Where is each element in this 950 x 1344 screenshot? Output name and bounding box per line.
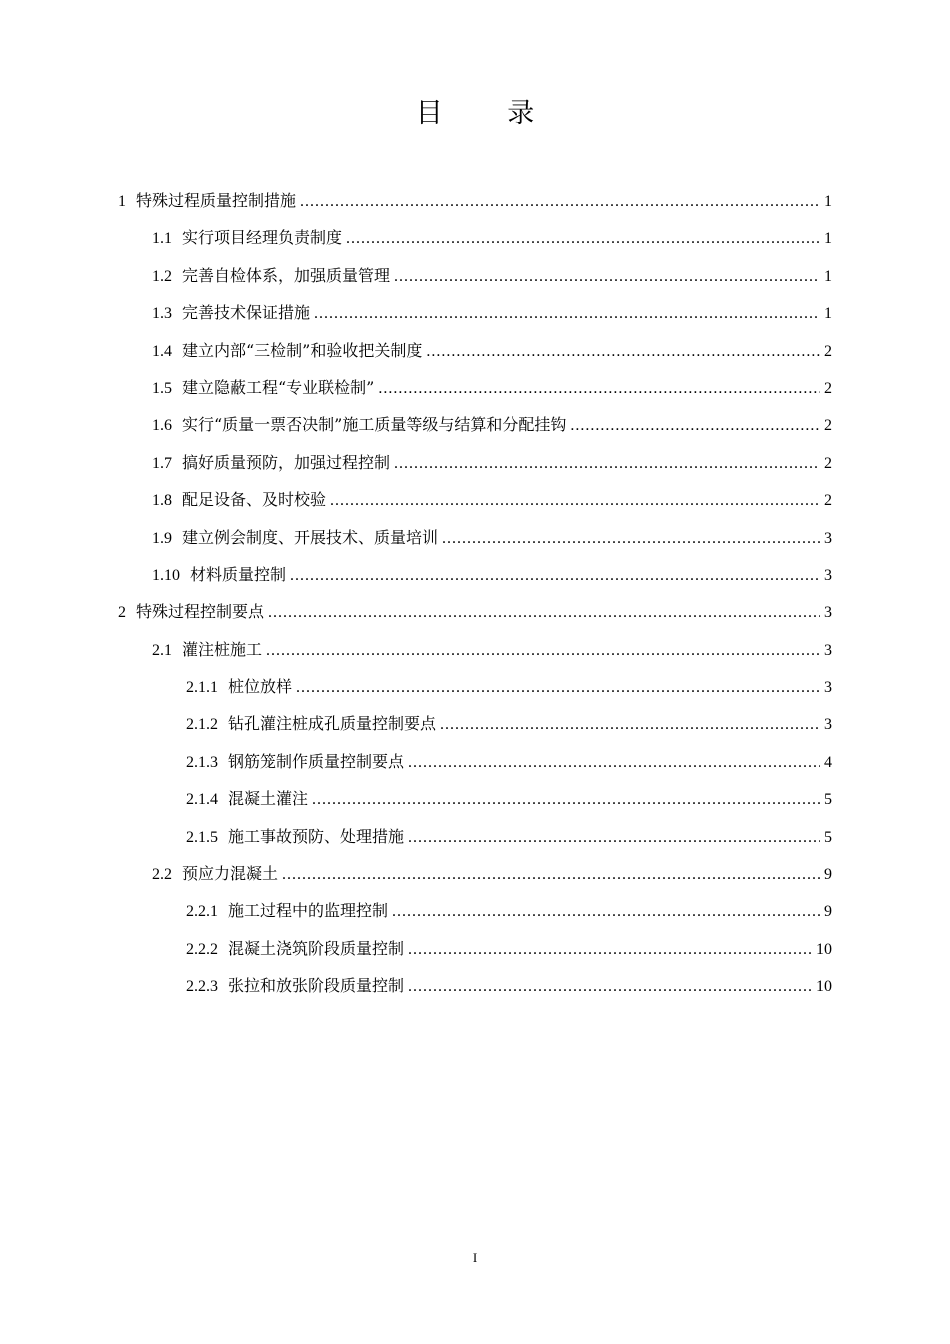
toc-dot-leader (408, 978, 812, 996)
toc-entry-page: 1 (824, 193, 832, 210)
toc-entry-number: 1.2 (152, 267, 172, 285)
toc-entry-title: 张拉和放张阶段质量控制 (228, 976, 405, 996)
toc-entry[interactable] (118, 562, 832, 599)
toc-entry-title: 施工事故预防、处理措施 (228, 826, 405, 846)
toc-entry-number: 1.6 (152, 417, 172, 435)
toc-dot-leader (408, 829, 820, 847)
toc-dot-leader (296, 679, 820, 697)
toc-entry[interactable] (118, 412, 832, 449)
toc-entry-number: 2.2.3 (186, 978, 218, 996)
toc-entry-page: 4 (824, 753, 832, 771)
toc-dot-leader (282, 866, 820, 884)
toc-entry[interactable] (118, 338, 832, 375)
toc-entry-title: 混凝土灌注 (228, 789, 309, 809)
toc-dot-leader (394, 455, 820, 473)
toc-entry-page: 3 (824, 529, 832, 547)
toc-entry-number: 2.1.1 (186, 679, 218, 697)
toc-entry[interactable] (118, 861, 832, 898)
toc-dot-leader (346, 230, 820, 248)
toc-entry[interactable] (118, 711, 832, 748)
toc-entry-number: 1.5 (152, 379, 172, 397)
toc-entry-title: 建立隐蔽工程“专业联检制” (182, 377, 375, 397)
toc-entry-number: 1.8 (152, 492, 172, 510)
toc-entry-number: 1.7 (152, 454, 172, 472)
toc-entry[interactable] (118, 824, 832, 861)
toc-entry-title: 建立例会制度、开展技术、质量培训 (182, 527, 439, 547)
toc-dot-leader (408, 941, 812, 959)
table-of-contents (118, 188, 832, 1011)
toc-dot-leader (330, 492, 820, 510)
toc-entry-page: 2 (824, 379, 832, 397)
toc-entry-page: 9 (824, 866, 832, 884)
toc-dot-leader (426, 343, 820, 361)
toc-entry[interactable] (118, 450, 832, 487)
toc-entry[interactable] (118, 263, 832, 300)
toc-entry[interactable] (118, 973, 832, 1010)
toc-entry-number: 2.1.3 (186, 753, 218, 771)
toc-entry-number: 2.2 (152, 866, 172, 884)
toc-entry-title: 钢筋笼制作质量控制要点 (228, 751, 405, 771)
toc-entry-title: 预应力混凝土 (182, 864, 279, 884)
toc-entry-number: 1.3 (152, 305, 172, 323)
toc-entry-page: 2 (824, 454, 832, 472)
toc-entry-page: 5 (824, 791, 832, 809)
toc-dot-leader (394, 268, 820, 286)
toc-dot-leader (300, 193, 820, 211)
toc-dot-leader (442, 530, 820, 548)
toc-dot-leader (266, 642, 820, 660)
toc-entry[interactable] (118, 637, 832, 674)
toc-entry-number: 2.1.4 (186, 791, 218, 809)
toc-entry-number: 1.1 (152, 230, 172, 248)
toc-dot-leader (440, 716, 820, 734)
toc-entry-page: 2 (824, 417, 832, 435)
toc-entry[interactable] (118, 375, 832, 412)
toc-entry[interactable] (118, 225, 832, 262)
toc-entry-number: 1.10 (152, 566, 180, 584)
toc-entry-page: 1 (824, 267, 832, 285)
toc-dot-leader (314, 305, 820, 323)
toc-entry-title: 特殊过程质量控制措施 (136, 191, 297, 210)
toc-entry-page: 2 (824, 342, 832, 360)
toc-dot-leader (392, 903, 820, 921)
toc-entry-number: 1.9 (152, 529, 172, 547)
toc-entry[interactable] (118, 300, 832, 337)
toc-entry-title: 配足设备、及时校验 (182, 490, 327, 510)
toc-entry-page: 1 (824, 305, 832, 323)
toc-entry-page: 9 (824, 903, 832, 921)
toc-entry-title: 建立内部“三检制”和验收把关制度 (182, 340, 423, 360)
toc-entry-number: 2.1 (152, 641, 172, 659)
toc-dot-leader (378, 380, 820, 398)
toc-entry-title: 钻孔灌注桩成孔质量控制要点 (228, 714, 437, 734)
toc-entry[interactable] (118, 599, 832, 636)
toc-entry[interactable] (118, 674, 832, 711)
toc-entry-page: 3 (824, 716, 832, 734)
toc-entry[interactable] (118, 786, 832, 823)
toc-entry[interactable] (118, 525, 832, 562)
toc-entry[interactable] (118, 749, 832, 786)
toc-entry-page: 3 (824, 604, 832, 622)
toc-entry-page: 3 (824, 679, 832, 697)
toc-entry-title: 灌注桩施工 (182, 639, 263, 659)
toc-entry[interactable] (118, 487, 832, 524)
toc-dot-leader (570, 417, 820, 435)
toc-dot-leader (290, 567, 820, 585)
toc-entry-page: 2 (824, 492, 832, 510)
toc-entry-number: 2.1.2 (186, 716, 218, 734)
toc-entry[interactable] (118, 936, 832, 973)
toc-entry-title: 实行项目经理负责制度 (182, 228, 343, 248)
toc-entry-number: 1 (118, 193, 126, 210)
toc-entry-title: 特殊过程控制要点 (136, 602, 265, 622)
toc-dot-leader (312, 791, 820, 809)
toc-entry-title: 搞好质量预防，加强过程控制 (182, 452, 391, 472)
toc-entry-page: 1 (824, 230, 832, 248)
page-number: I (472, 1250, 478, 1265)
toc-entry-page: 3 (824, 566, 832, 584)
toc-entry-page: 3 (824, 641, 832, 659)
toc-entry-title: 材料质量控制 (190, 564, 287, 584)
toc-entry-title: 桩位放样 (228, 677, 293, 697)
toc-entry-title: 施工过程中的监理控制 (228, 901, 389, 921)
toc-entry-page: 10 (816, 940, 832, 958)
toc-entry-title: 混凝土浇筑阶段质量控制 (228, 938, 405, 958)
toc-entry-number: 2.1.5 (186, 828, 218, 846)
toc-entry-page: 5 (824, 828, 832, 846)
toc-entry-page: 10 (816, 978, 832, 996)
toc-entry-title: 完善自检体系，加强质量管理 (182, 265, 391, 285)
page-title: 目 录 (415, 98, 563, 129)
toc-entry-number: 1.4 (152, 342, 172, 360)
toc-entry-title: 实行“质量一票否决制”施工质量等级与结算和分配挂钩 (182, 415, 567, 435)
toc-entry-title: 完善技术保证措施 (182, 303, 311, 323)
toc-entry-number: 2 (118, 604, 126, 622)
toc-entry[interactable] (118, 188, 832, 225)
toc-dot-leader (268, 604, 820, 622)
toc-entry-number: 2.2.1 (186, 903, 218, 921)
toc-entry[interactable] (118, 898, 832, 935)
toc-dot-leader (408, 754, 820, 772)
toc-entry-number: 2.2.2 (186, 940, 218, 958)
